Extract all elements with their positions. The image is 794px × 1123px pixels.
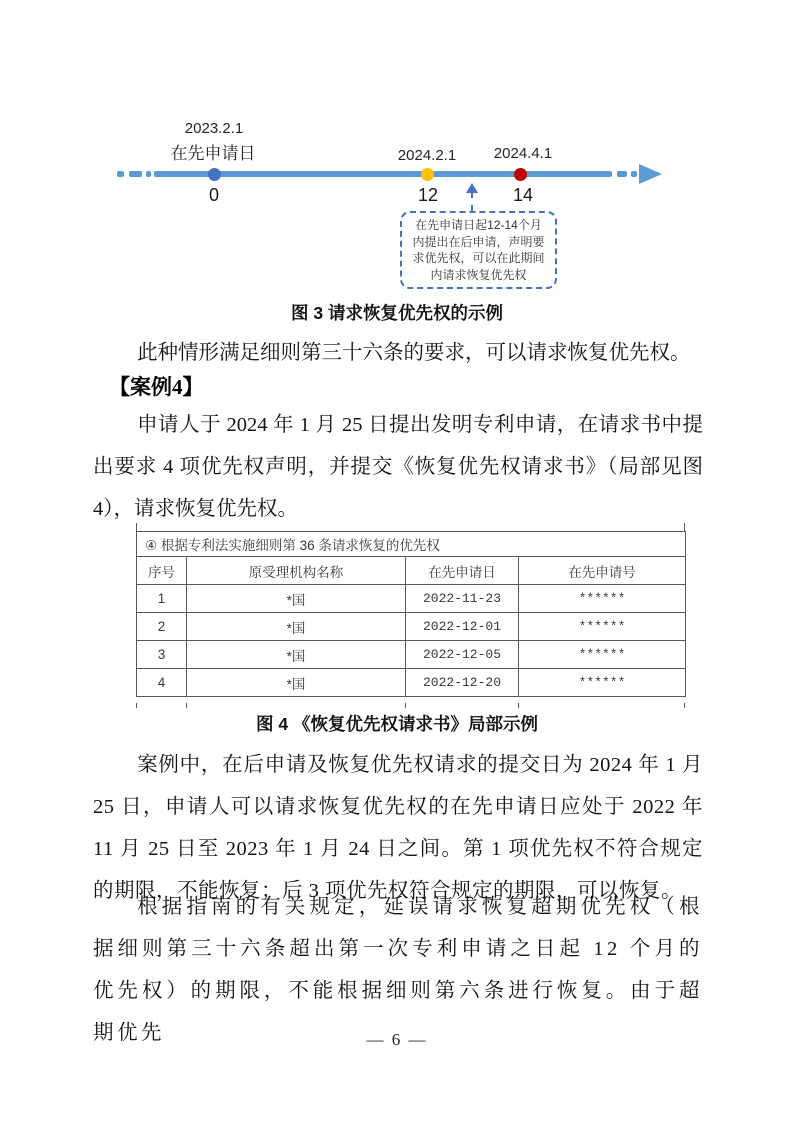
cell-index: 3 [137, 641, 187, 669]
cell-number: ****** [519, 669, 686, 697]
table-crop-stub [684, 523, 685, 531]
cell-index: 1 [137, 585, 187, 613]
cell-date: 2022-12-20 [406, 669, 519, 697]
paragraph-rule: 根据指南的有关规定，延误请求恢复超期优先权（根据细则第三十六条超出第一次专利申请之日起 12 个月的优先权）的期限，不能根据细则第六条进行恢复。由于超期优先 [93, 896, 703, 1044]
cell-date: 2022-12-01 [406, 613, 519, 641]
table-row [137, 585, 686, 613]
table-crop-stub [136, 703, 137, 708]
table-row [137, 669, 686, 697]
callout-line: 内提出在后申请，声明要 [412, 234, 545, 249]
timeline-dash-left-1 [117, 171, 124, 177]
milestone0-name: 在先申请日 [170, 144, 256, 163]
table-crop-stub [405, 703, 406, 708]
col-header-number: 在先申请号 [519, 557, 686, 585]
table-title-row [137, 532, 686, 557]
paragraph-intro: 此种情形满足细则第三十六条的要求，可以请求恢复优先权。 [137, 342, 691, 364]
page-number: — 6 — [366, 1030, 428, 1049]
table-crop-stub [186, 703, 187, 708]
milestone14-date: 2024.4.1 [493, 145, 553, 162]
col-header-index: 序号 [137, 557, 187, 585]
milestone0-tick: 0 [208, 185, 220, 205]
cell-office: *国 [187, 585, 406, 613]
cell-number: ****** [519, 613, 686, 641]
milestone12-date: 2024.2.1 [397, 147, 457, 164]
cell-number: ****** [519, 641, 686, 669]
table-crop-stub [684, 703, 685, 708]
cell-office: *国 [187, 641, 406, 669]
cell-office: *国 [187, 613, 406, 641]
timeline-dot-month12 [421, 168, 434, 181]
table-crop-stub [518, 703, 519, 708]
figure4-table [136, 531, 685, 697]
callout-arrow-stem [471, 192, 473, 211]
table-row [137, 641, 686, 669]
table-header-row [137, 557, 686, 585]
callout-line: 在先申请日起12-14个月 [415, 218, 542, 232]
cell-date: 2022-12-05 [406, 641, 519, 669]
table-row [137, 613, 686, 641]
timeline-dash-left-2 [129, 171, 142, 177]
col-header-office: 原受理机构名称 [187, 557, 406, 585]
figure4-caption: 图 4 《恢复优先权请求书》局部示例 [256, 714, 538, 734]
timeline-arrowhead-icon [639, 164, 662, 184]
timeline-axis-line [154, 171, 612, 177]
milestone12-tick: 12 [417, 185, 439, 205]
timeline-dash-left-3 [146, 171, 151, 177]
figure3-caption: 图 3 请求恢复优先权的示例 [291, 303, 503, 323]
cell-date: 2022-11-23 [406, 585, 519, 613]
callout-line: 求优先权，可以在此期间 [412, 251, 545, 265]
table-crop-stub [136, 523, 137, 531]
timeline-dash-right-2 [631, 171, 637, 177]
cell-index: 4 [137, 669, 187, 697]
paragraph-analysis: 案例中，在后申请及恢复优先权请求的提交日为 2024 年 1 月 25 日，申请人可以请求恢复优先权的在先申请日应处于 2022 年 11 月 25 日至 2023 年 1 月 24 日之间。第 1 项优先权不符合规定的期限，不能恢复；后 3 项优先权符合规定的期限，可以恢复。 [93, 754, 703, 902]
table-title: ④ 根据专利法实施细则第 36 条请求恢复的优先权 [137, 532, 686, 557]
cell-number: ****** [519, 585, 686, 613]
cell-index: 2 [137, 613, 187, 641]
callout-line: 内请求恢复优先权 [430, 267, 527, 282]
timeline-dash-right-1 [617, 171, 627, 177]
milestone14-tick: 14 [512, 185, 534, 205]
timeline-dot-month0 [208, 168, 221, 181]
case4-heading: 【案例4】 [109, 375, 204, 399]
timeline-callout-box [400, 211, 557, 289]
cell-office: *国 [187, 669, 406, 697]
paragraph-case: 申请人于 2024 年 1 月 25 日提出发明专利申请，在请求书中提出要求 4 项优先权声明，并提交《恢复优先权请求书》（局部见图 4），请求恢复优先权。 [93, 414, 703, 520]
col-header-date: 在先申请日 [406, 557, 519, 585]
milestone0-date: 2023.2.1 [184, 120, 244, 137]
timeline-dot-month14 [514, 168, 527, 181]
